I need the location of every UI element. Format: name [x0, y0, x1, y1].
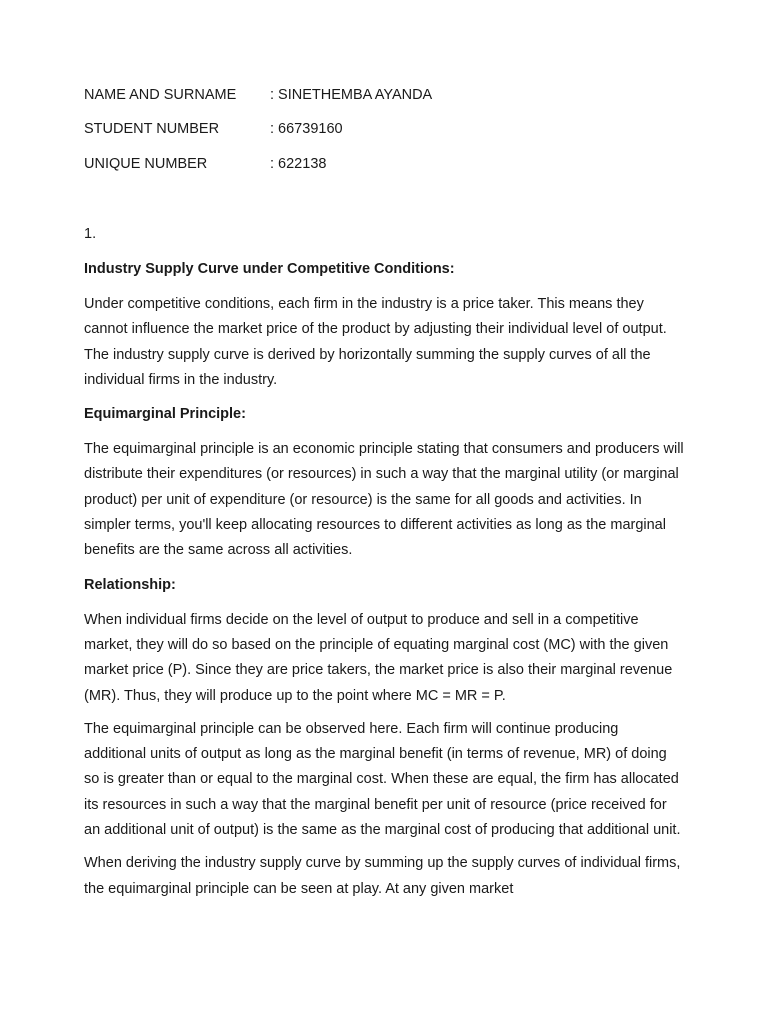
question-number: 1.: [84, 226, 97, 242]
unique-number-label: UNIQUE NUMBER: [84, 156, 208, 172]
relationship-paragraph-1: When individual firms decide on the level of output to produce and sell in a competitive market, they will do so based on the principle of equating marginal cost (MC) with the given market price (P). Since they are price takers, the market price is also their marginal revenue (MR). Thus, they will produce up to the point where MC = MR = P.: [84, 611, 673, 704]
student-number-label: STUDENT NUMBER: [84, 121, 220, 137]
student-number-value: : 66739160: [270, 121, 343, 137]
name-value: : SINETHEMBA AYANDA: [270, 87, 433, 103]
answer-body: [84, 225, 684, 910]
supply-curve-paragraph: Under competitive conditions, each firm in the industry is a price taker. This means they cannot influence the market price of the product by adjusting their individual level of output. The industry supply curve is derived by horizontally summing the supply curves of all the individual firms in the industry.: [84, 296, 667, 388]
relationship-heading: Relationship:: [84, 576, 176, 593]
equimarginal-heading: Equimarginal Principle:: [84, 406, 246, 423]
relationship-paragraph-3: When deriving the industry supply curve by summing up the supply curves of individual firms, the equimarginal principle can be seen at play. At any given market: [84, 855, 681, 897]
supply-curve-heading: Industry Supply Curve under Competitive Conditions:: [84, 261, 455, 277]
equimarginal-paragraph: The equimarginal principle is an economic principle stating that consumers and producers will distribute their expenditures (or resources) in such a way that the marginal utility (or marginal product) per unit of expenditure (or resource) is the same for all goods and activities. In simpler terms, you'll keep allocating resources to different activities as long as the marginal benefits are the same across all activities.: [84, 441, 684, 559]
relationship-paragraph-2: The equimarginal principle can be observed here. Each firm will continue producing additional units of output as long as the marginal benefit (in terms of revenue, MR) of doing so is greater than or equal to the marginal cost. When these are equal, the firm has allocated its resources in such a way that the marginal benefit per unit of resource (price received for an additional unit of output) is the same as the marginal cost of producing that additional unit.: [84, 720, 681, 839]
unique-number-value: : 622138: [270, 156, 327, 172]
name-label: NAME AND SURNAME: [84, 87, 237, 103]
